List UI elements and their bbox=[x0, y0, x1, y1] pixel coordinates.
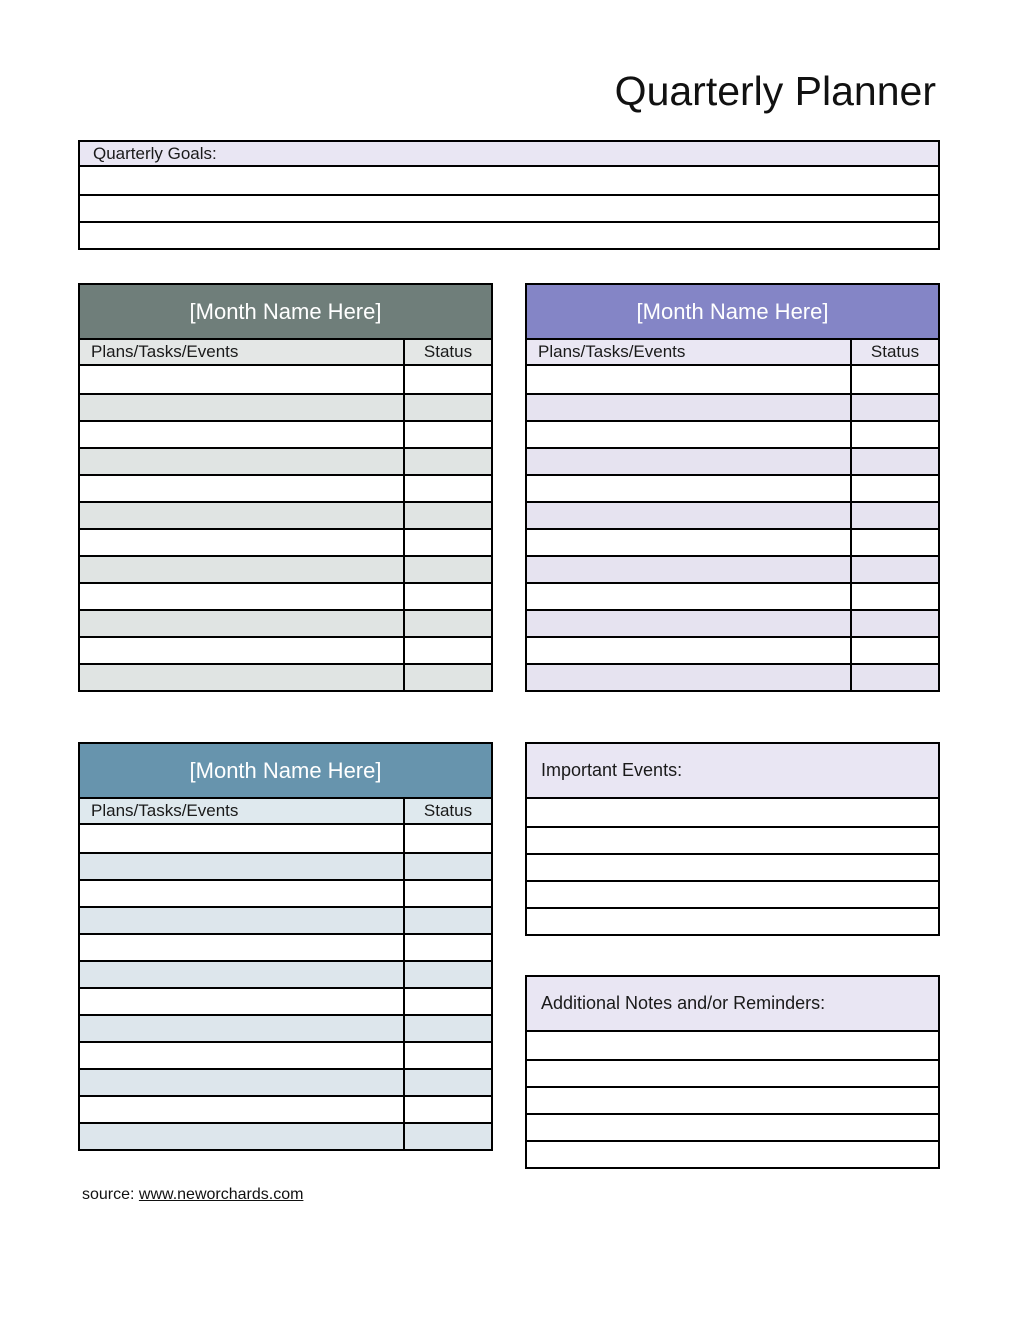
plans-column-label: Plans/Tasks/Events bbox=[538, 342, 686, 361]
plans-cell bbox=[80, 557, 403, 582]
table-row bbox=[527, 1140, 938, 1167]
status-cell bbox=[403, 366, 491, 393]
plans-cell bbox=[527, 611, 850, 636]
table-row bbox=[527, 1086, 938, 1113]
table-row bbox=[80, 1095, 491, 1122]
status-cell bbox=[403, 1070, 491, 1095]
table-row bbox=[527, 366, 938, 393]
plans-cell bbox=[80, 449, 403, 474]
source-link[interactable]: www.neworchards.com bbox=[138, 1186, 304, 1203]
status-cell bbox=[403, 881, 491, 906]
status-cell bbox=[403, 503, 491, 528]
plans-cell bbox=[80, 881, 403, 906]
table-row bbox=[80, 1122, 491, 1149]
table-row bbox=[80, 555, 491, 582]
page-title: Quarterly Planner bbox=[614, 68, 936, 114]
quarterly-goals-rows bbox=[80, 167, 938, 248]
table-row bbox=[80, 393, 491, 420]
status-cell bbox=[403, 530, 491, 555]
status-cell bbox=[403, 825, 491, 852]
status-column-label: Status bbox=[850, 340, 938, 364]
table-row bbox=[527, 501, 938, 528]
table-row bbox=[80, 474, 491, 501]
plans-cell bbox=[80, 1070, 403, 1095]
table-row bbox=[80, 528, 491, 555]
table-row bbox=[527, 447, 938, 474]
plans-cell bbox=[527, 530, 850, 555]
plans-cell bbox=[80, 908, 403, 933]
plans-cell bbox=[80, 366, 403, 393]
additional-notes-box bbox=[525, 975, 940, 1169]
status-cell bbox=[403, 638, 491, 663]
table-row bbox=[527, 826, 938, 853]
status-cell bbox=[403, 989, 491, 1014]
table-row bbox=[527, 1059, 938, 1086]
plans-cell bbox=[527, 638, 850, 663]
status-cell bbox=[403, 1097, 491, 1122]
table-row bbox=[80, 221, 938, 248]
status-cell bbox=[403, 854, 491, 879]
status-cell bbox=[850, 611, 938, 636]
table-row bbox=[80, 987, 491, 1014]
month-table-2-title: [Month Name Here] bbox=[527, 285, 938, 340]
table-row bbox=[80, 447, 491, 474]
status-cell bbox=[403, 1043, 491, 1068]
table-row bbox=[527, 609, 938, 636]
plans-cell bbox=[80, 422, 403, 447]
table-row bbox=[527, 636, 938, 663]
table-row bbox=[527, 420, 938, 447]
month-table-3 bbox=[78, 742, 493, 1151]
plans-cell bbox=[80, 665, 403, 690]
table-row bbox=[80, 582, 491, 609]
month-table-1-column-header bbox=[80, 340, 491, 366]
plans-cell bbox=[80, 1043, 403, 1068]
status-cell bbox=[850, 584, 938, 609]
important-events-rows bbox=[527, 799, 938, 934]
table-row bbox=[80, 852, 491, 879]
table-row bbox=[80, 194, 938, 221]
plans-cell bbox=[527, 449, 850, 474]
status-cell bbox=[850, 449, 938, 474]
month-table-1-title: [Month Name Here] bbox=[80, 285, 491, 340]
status-cell bbox=[403, 449, 491, 474]
table-row bbox=[80, 906, 491, 933]
table-row bbox=[80, 1014, 491, 1041]
table-row bbox=[527, 853, 938, 880]
plans-cell bbox=[80, 1097, 403, 1122]
table-row bbox=[527, 663, 938, 690]
table-row bbox=[80, 167, 938, 194]
important-events-header: Important Events: bbox=[527, 744, 938, 799]
status-cell bbox=[403, 476, 491, 501]
status-cell bbox=[850, 366, 938, 393]
plans-cell bbox=[527, 395, 850, 420]
month-table-2 bbox=[525, 283, 940, 692]
table-row bbox=[80, 420, 491, 447]
plans-cell bbox=[80, 989, 403, 1014]
important-events-box bbox=[525, 742, 940, 936]
table-row bbox=[527, 1113, 938, 1140]
month-table-3-column-header bbox=[80, 799, 491, 825]
table-row bbox=[527, 582, 938, 609]
plans-cell bbox=[80, 476, 403, 501]
table-row bbox=[527, 393, 938, 420]
month-table-2-rows bbox=[527, 366, 938, 690]
table-row bbox=[80, 636, 491, 663]
status-cell bbox=[850, 530, 938, 555]
table-row bbox=[80, 933, 491, 960]
table-row bbox=[80, 663, 491, 690]
table-row bbox=[527, 880, 938, 907]
additional-notes-rows bbox=[527, 1032, 938, 1167]
status-cell bbox=[403, 1016, 491, 1041]
plans-cell bbox=[80, 503, 403, 528]
status-cell bbox=[403, 395, 491, 420]
table-row bbox=[527, 799, 938, 826]
table-row bbox=[527, 907, 938, 934]
plans-cell bbox=[80, 584, 403, 609]
plans-cell bbox=[80, 395, 403, 420]
plans-cell bbox=[80, 611, 403, 636]
status-column-label: Status bbox=[403, 799, 491, 823]
table-row bbox=[80, 1068, 491, 1095]
table-row bbox=[527, 474, 938, 501]
plans-cell bbox=[527, 366, 850, 393]
source-line bbox=[82, 1186, 303, 1204]
plans-cell bbox=[527, 503, 850, 528]
status-cell bbox=[403, 962, 491, 987]
table-row bbox=[80, 1041, 491, 1068]
table-row bbox=[527, 555, 938, 582]
status-cell bbox=[403, 1124, 491, 1149]
month-table-3-title: [Month Name Here] bbox=[80, 744, 491, 799]
status-cell bbox=[403, 422, 491, 447]
month-table-1-rows bbox=[80, 366, 491, 690]
plans-cell bbox=[527, 476, 850, 501]
plans-column-label: Plans/Tasks/Events bbox=[91, 342, 239, 361]
status-cell bbox=[850, 503, 938, 528]
plans-cell bbox=[527, 584, 850, 609]
table-row bbox=[80, 501, 491, 528]
table-row bbox=[80, 879, 491, 906]
table-row bbox=[527, 1032, 938, 1059]
plans-cell bbox=[80, 530, 403, 555]
table-row bbox=[80, 609, 491, 636]
table-row bbox=[80, 960, 491, 987]
plans-cell bbox=[80, 935, 403, 960]
plans-cell bbox=[80, 962, 403, 987]
status-cell bbox=[850, 395, 938, 420]
status-cell bbox=[403, 611, 491, 636]
plans-cell bbox=[80, 825, 403, 852]
status-cell bbox=[850, 665, 938, 690]
month-table-2-column-header bbox=[527, 340, 938, 366]
status-cell bbox=[403, 908, 491, 933]
plans-cell bbox=[80, 1016, 403, 1041]
status-cell bbox=[403, 557, 491, 582]
plans-column-label: Plans/Tasks/Events bbox=[91, 801, 239, 820]
status-cell bbox=[403, 584, 491, 609]
status-cell bbox=[850, 638, 938, 663]
plans-cell bbox=[527, 422, 850, 447]
quarterly-goals-header: Quarterly Goals: bbox=[80, 142, 938, 167]
plans-cell bbox=[527, 665, 850, 690]
additional-notes-header: Additional Notes and/or Reminders: bbox=[527, 977, 938, 1032]
status-cell bbox=[850, 476, 938, 501]
status-cell bbox=[403, 665, 491, 690]
status-cell bbox=[850, 557, 938, 582]
status-column-label: Status bbox=[403, 340, 491, 364]
plans-cell bbox=[80, 1124, 403, 1149]
table-row bbox=[80, 825, 491, 852]
month-table-1 bbox=[78, 283, 493, 692]
status-cell bbox=[850, 422, 938, 447]
plans-cell bbox=[527, 557, 850, 582]
quarterly-goals-table bbox=[78, 140, 940, 250]
plans-cell bbox=[80, 854, 403, 879]
plans-cell bbox=[80, 638, 403, 663]
table-row bbox=[527, 528, 938, 555]
status-cell bbox=[403, 935, 491, 960]
table-row bbox=[80, 366, 491, 393]
source-label: source: bbox=[82, 1186, 135, 1203]
month-table-3-rows bbox=[80, 825, 491, 1149]
